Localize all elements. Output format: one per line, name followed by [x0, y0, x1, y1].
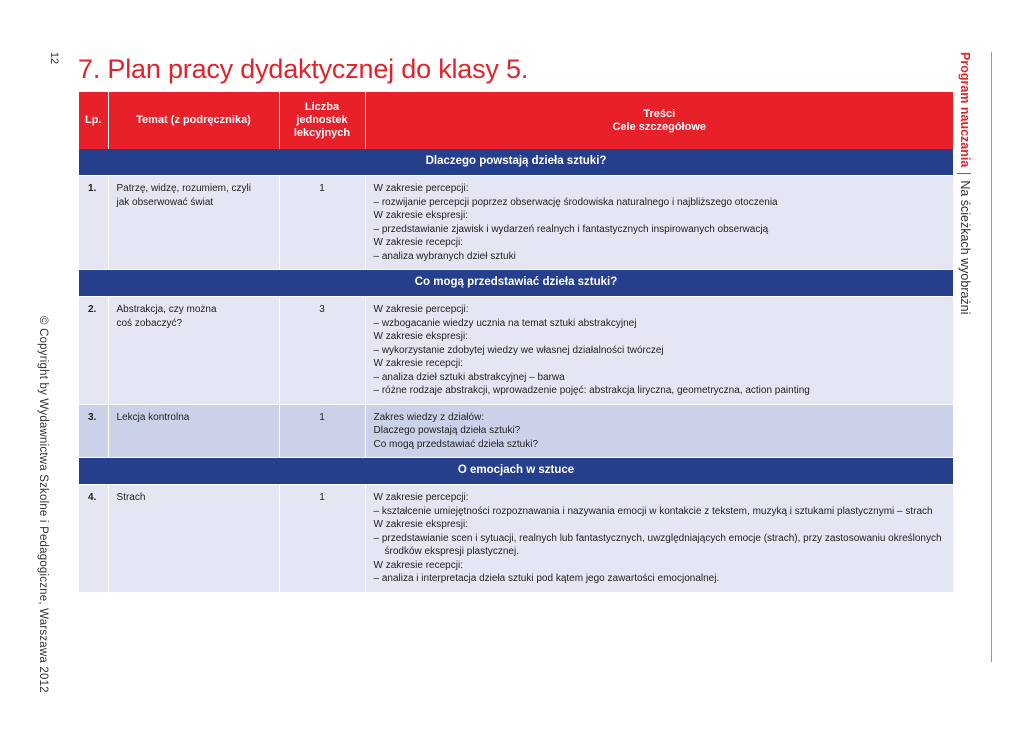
lesson-plan-table: [79, 92, 953, 593]
row-lesson-count: 1: [279, 176, 365, 270]
table-row: [79, 176, 953, 270]
section-title: O emocjach w sztuce: [79, 458, 953, 485]
row-lesson-count: 3: [279, 297, 365, 405]
header-count: Liczba jednostek lekcyjnych: [279, 92, 365, 149]
topic-line: jak obserwować świat: [116, 196, 214, 208]
section-title: Dlaczego powstają dzieła sztuki?: [79, 149, 953, 176]
row-lesson-count: 1: [279, 485, 365, 593]
row-topic: [108, 485, 279, 593]
side-rule: [991, 52, 992, 662]
row-number: 4.: [79, 485, 108, 593]
header-lp: Lp.: [79, 92, 108, 149]
page-title: 7. Plan pracy dydaktycznej do klasy 5.: [78, 54, 529, 84]
content-line: W zakresie recepcji:: [373, 559, 463, 571]
row-content: [365, 404, 953, 458]
content-bullet: – wzbogacanie wiedzy ucznia na temat sztuki abstrakcyjnej: [373, 317, 637, 329]
row-number: 2.: [79, 297, 108, 405]
content-bullet: – analiza dzieł sztuki abstrakcyjnej – barwa: [373, 371, 565, 383]
table-row: [79, 485, 953, 593]
topic-line: coś zobaczyć?: [116, 317, 183, 329]
section-header-row: [79, 270, 953, 297]
row-number: 3.: [79, 404, 108, 458]
header-content: [365, 92, 953, 149]
header-content-line-1: Treści: [643, 107, 676, 120]
section-header-row: [79, 458, 953, 485]
content-bullet: – wykorzystanie zdobytej wiedzy we własnej działalności twórczej: [373, 344, 664, 356]
content-bullet: – rozwijanie percepcji poprzez obserwację środowiska naturalnego i najbliższego otoczenia: [373, 196, 778, 208]
topic-line: Lekcja kontrolna: [116, 411, 190, 423]
content-line: W zakresie percepcji:: [373, 492, 469, 503]
row-content: [365, 297, 953, 405]
book-title-label: Na ścieżkach wyobraźni: [958, 180, 972, 315]
table-body: [79, 149, 953, 592]
table-row: [79, 404, 953, 458]
page-number: 12: [48, 51, 60, 65]
section-title: Co mogą przedstawiać dzieła sztuki?: [79, 270, 953, 297]
content-line: W zakresie ekspresji:: [373, 210, 468, 221]
topic-line: Strach: [116, 492, 146, 503]
section-header-row: [79, 149, 953, 176]
copyright-notice: © Copyright by Wydawnictwa Szkolne i Pedagogiczne, Warszawa 2012: [37, 316, 49, 693]
row-topic: [108, 404, 279, 458]
row-number: 1.: [79, 176, 108, 270]
side-separator: [957, 173, 971, 174]
row-lesson-count: 1: [279, 404, 365, 458]
content-bullet: – kształcenie umiejętności rozpoznawania i nazywania emocji w kontakcie z tekstem, muzyką i sztukami plastycznymi – strach: [373, 505, 933, 517]
table-header-row: [79, 92, 953, 149]
content-line: W zakresie percepcji:: [373, 183, 469, 194]
row-topic: [108, 297, 279, 405]
header-content-line-2: Cele szczegółowe: [612, 120, 707, 133]
row-content: [365, 176, 953, 270]
table-row: [79, 297, 953, 405]
header-topic: Temat (z podręcznika): [108, 92, 279, 149]
content-bullet: – analiza i interpretacja dzieła sztuki pod kątem jego zawartości emocjonalnej.: [373, 573, 720, 584]
content-bullet: – przedstawianie zjawisk i wydarzeń realnych i fantastycznych inspirowanych obserwacją: [373, 223, 769, 235]
topic-line: Abstrakcja, czy można: [116, 304, 217, 315]
content-line: W zakresie ekspresji:: [373, 519, 468, 530]
content-line: Dlaczego powstają dzieła sztuki?: [373, 425, 521, 436]
row-content: [365, 485, 953, 593]
topic-line: Patrzę, widzę, rozumiem, czyli: [116, 183, 251, 194]
content-line: W zakresie recepcji:: [373, 358, 463, 369]
content-line: W zakresie recepcji:: [373, 237, 463, 248]
content-line: Zakres wiedzy z działów:: [373, 411, 485, 423]
content-line: Co mogą przedstawiać dzieła sztuki?: [373, 438, 539, 450]
content-line: W zakresie percepcji:: [373, 304, 469, 315]
content-bullet: – analiza wybranych dzieł sztuki: [373, 250, 516, 262]
content-line: W zakresie ekspresji:: [373, 331, 468, 342]
content-bullet: – różne rodzaje abstrakcji, wprowadzenie pojęć: abstrakcja liryczna, geometryczna, action painting: [373, 385, 810, 396]
program-label: Program nauczania: [958, 52, 972, 168]
side-running-header: [957, 52, 972, 314]
content-bullet: – przedstawianie scen i sytuacji, realnych lub fantastycznych, uwzględniających emocje (strach), przy zastosowaniu określonych środków ekspresji plastycznej.: [373, 532, 942, 557]
row-topic: [108, 176, 279, 270]
